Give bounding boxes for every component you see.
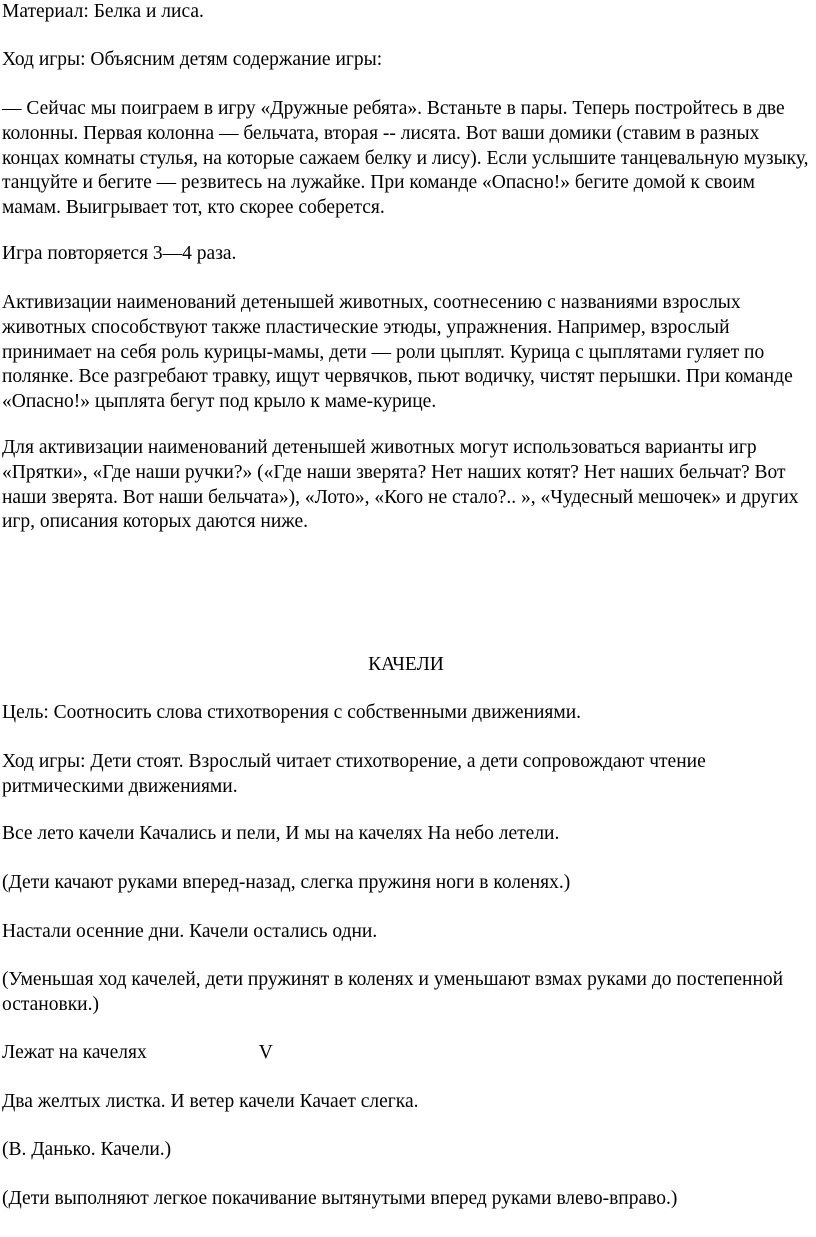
game-variants-paragraph: Для активизации наименований детенышей животных могут использоваться варианты игр «Прятки», «Где наши ручки?» («Где наши зверята? Нет наших котят? Нет наших бельчат? Вот наши зверята. Вот наши бельчата»), «Лото», «Кого не стало?.. », «Чудесный мешочек» и других игр, описания которых даются ниже. bbox=[2, 437, 799, 533]
poem-lines-4: Два желтых листка. И ветер качели Качает слегка. bbox=[2, 1091, 419, 1112]
game-course-intro: Ход игры: Объясним детям содержание игры: bbox=[2, 49, 383, 70]
poem-line-3-marker: V bbox=[258, 1042, 273, 1063]
poem-line-3-text: Лежат на качелях bbox=[2, 1042, 147, 1063]
material-line: Материал: Белка и лиса. bbox=[2, 1, 204, 22]
section-heading: КАЧЕЛИ bbox=[368, 654, 444, 675]
movement-note-2: (Уменьшая ход качелей, дети пружинят в коленях и уменьшают взмах руками до постепенной остановки.) bbox=[2, 969, 784, 1015]
goal-line: Цель: Соотносить слова стихотворения с собственными движениями. bbox=[2, 702, 582, 723]
poem-lines-2: Настали осенние дни. Качели остались одни. bbox=[2, 921, 378, 942]
poem-attribution: (В. Данько. Качели.) bbox=[2, 1139, 172, 1160]
movement-note-3: (Дети выполняют легкое покачивание вытянутыми вперед руками влево-вправо.) bbox=[2, 1188, 678, 1209]
poem-line-3 bbox=[2, 1041, 810, 1066]
repeat-note: Игра повторяется 3—4 раза. bbox=[2, 243, 237, 264]
poem-lines-1: Все лето качели Качались и пели, И мы на качелях На небо летели. bbox=[2, 823, 560, 844]
activation-paragraph: Активизации наименований детенышей животных, соотнесению с названиями взрослых животных способствуют также пластические этюды, упражнения. Например, взрослый принимает на себя роль курицы-мамы, дети — роли цыплят. Курица с цыплятами гуляет по полянке. Все разгребают травку, ищут червячков, пьют водичку, чистят перышки. При команде «Опасно!» цыплята бегут под крыло к маме-курице. bbox=[2, 292, 793, 413]
game-instructions-paragraph: — Сейчас мы поиграем в игру «Дружные ребята». Встаньте в пары. Теперь постройтесь в две колонны. Первая колонна — бельчата, вторая -- лисята. Вот ваши домики (ставим в разных концах комнаты стулья, на которые сажаем белку и лису). Если услышите танцевальную музыку, танцуйте и бегите — резвитесь на лужайке. При команде «Опасно!» бегите домой к своим мамам. Выигрывает тот, кто скорее соберется. bbox=[2, 98, 809, 219]
game-course-paragraph: Ход игры: Дети стоят. Взрослый читает стихотворение, а дети сопровождают чтение ритмическими движениями. bbox=[2, 751, 706, 797]
movement-note-1: (Дети качают руками вперед-назад, слегка пружиня ноги в коленях.) bbox=[2, 872, 571, 893]
